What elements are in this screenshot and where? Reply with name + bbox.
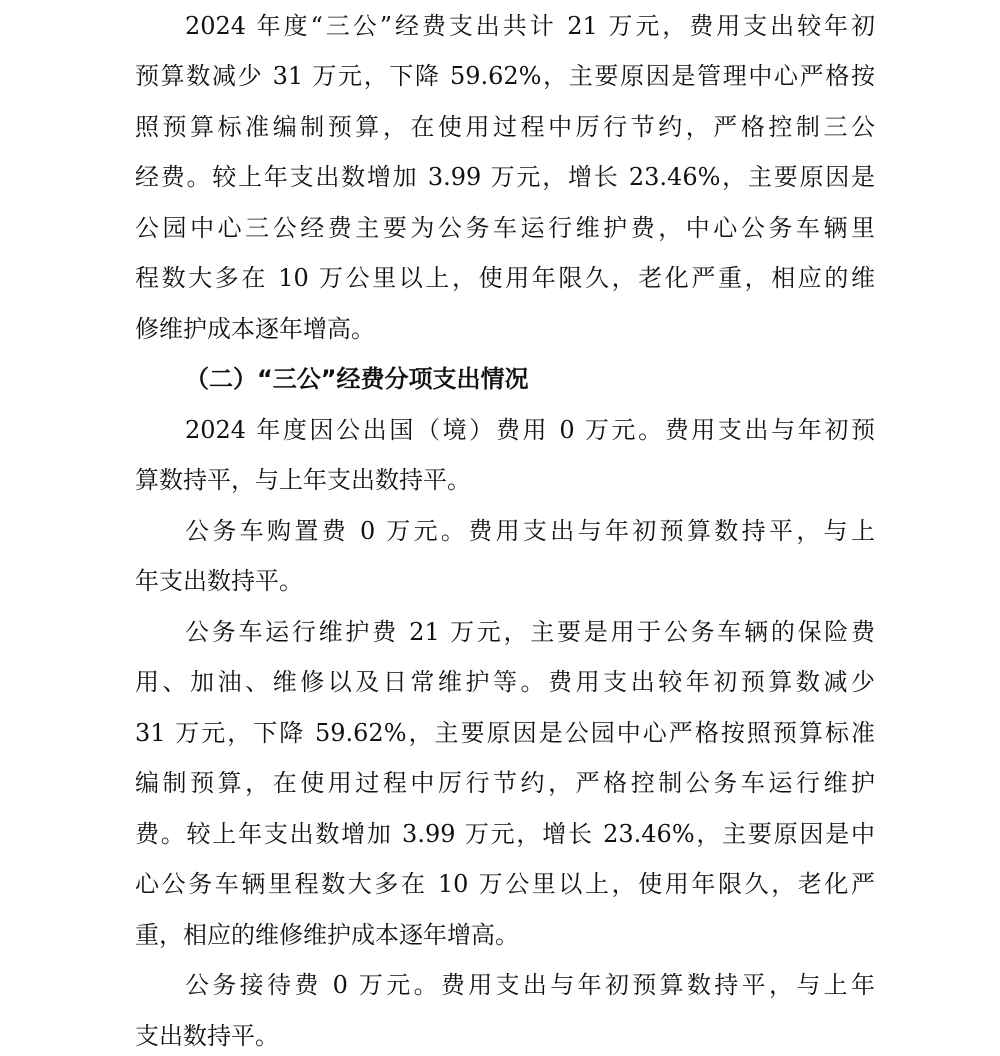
summary-line-6: 程数大多在 10 万公里以上，使用年限久，老化严重，相应的维 [135, 264, 875, 292]
vehicle-operation-line-6: 心公务车辆里程数大多在 10 万公里以上，使用年限久，老化严 [135, 870, 875, 898]
summary-line-5: 公园中心三公经费主要为公务车运行维护费，中心公务车辆里 [135, 214, 875, 242]
vehicle-operation-line-2: 用、加油、维修以及日常维护等。费用支出较年初预算数减少 [135, 668, 875, 696]
summary-line-2: 预算数减少 31 万元，下降 59.62%，主要原因是管理中心严格按 [135, 62, 875, 90]
summary-line-4: 经费。较上年支出数增加 3.99 万元，增长 23.46%，主要原因是 [135, 163, 875, 191]
summary-line-7: 修维护成本逐年增高。 [135, 315, 375, 343]
reception-line-2: 支出数持平。 [135, 1022, 279, 1050]
vehicle-operation-line-7: 重，相应的维修维护成本逐年增高。 [135, 921, 519, 949]
vehicle-operation-line-1: 公务车运行维护费 21 万元，主要是用于公务车辆的保险费 [185, 618, 875, 646]
overseas-line-1: 2024 年度因公出国（境）费用 0 万元。费用支出与年初预 [185, 416, 875, 444]
summary-line-1: 2024 年度“三公”经费支出共计 21 万元，费用支出较年初 [185, 12, 875, 40]
vehicle-operation-line-3: 31 万元，下降 59.62%，主要原因是公园中心严格按照预算标准 [135, 719, 875, 747]
section-heading: （二）“三公”经费分项支出情况 [185, 365, 529, 393]
vehicle-purchase-line-1: 公务车购置费 0 万元。费用支出与年初预算数持平，与上 [185, 517, 875, 545]
reception-line-1: 公务接待费 0 万元。费用支出与年初预算数持平，与上年 [185, 971, 875, 999]
overseas-line-2: 算数持平，与上年支出数持平。 [135, 466, 471, 494]
summary-line-3: 照预算标准编制预算，在使用过程中厉行节约，严格控制三公 [135, 113, 875, 141]
vehicle-purchase-line-2: 年支出数持平。 [135, 567, 303, 595]
vehicle-operation-line-5: 费。较上年支出数增加 3.99 万元，增长 23.46%，主要原因是中 [135, 820, 875, 848]
vehicle-operation-line-4: 编制预算，在使用过程中厉行节约，严格控制公务车运行维护 [135, 769, 875, 797]
